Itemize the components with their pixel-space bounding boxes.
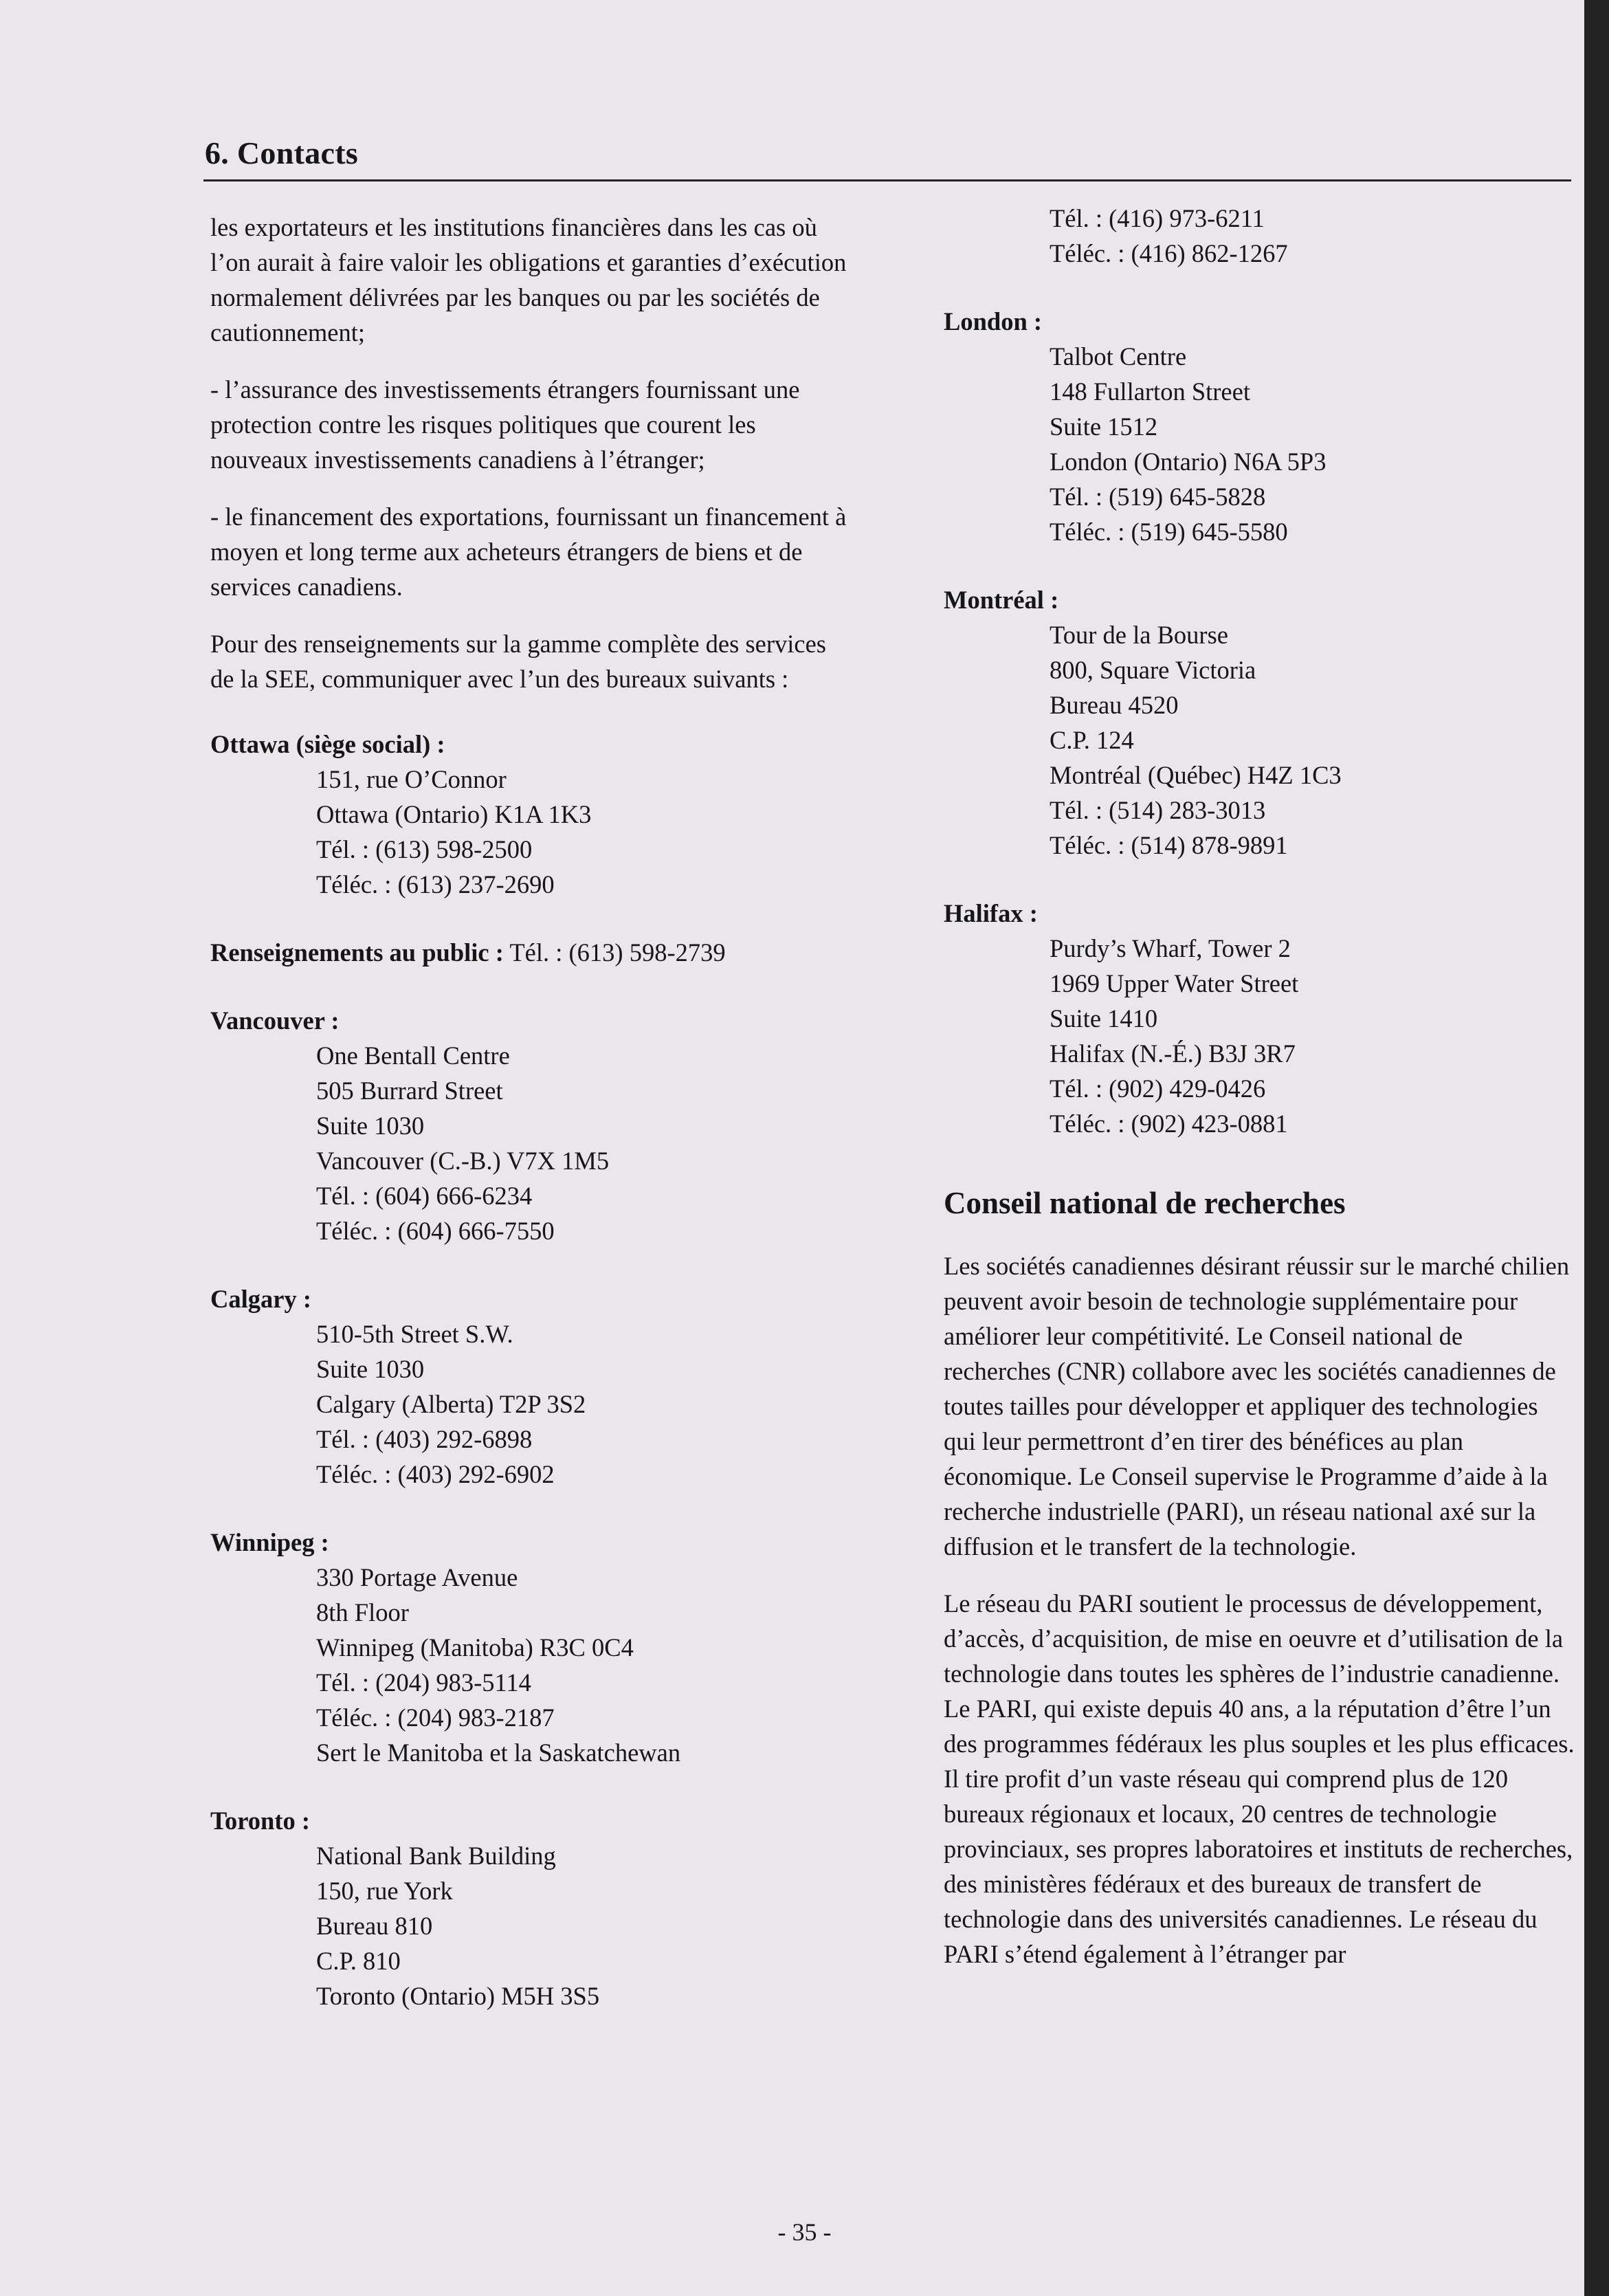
- fax-line: Téléc. : (403) 292-6902: [316, 1460, 555, 1488]
- address-line: Purdy’s Wharf, Tower 2: [1050, 934, 1291, 962]
- address-line: Ottawa (Ontario) K1A 1K3: [316, 800, 592, 828]
- office-label: Renseignements au public :: [210, 938, 504, 967]
- office-vancouver: [210, 1003, 850, 1248]
- phone-line: Tél. : (604) 666-6234: [316, 1182, 533, 1210]
- fax-line: Téléc. : (902) 423-0881: [1050, 1110, 1288, 1138]
- address-line: Vancouver (C.-B.) V7X 1M5: [316, 1147, 610, 1175]
- office-halifax: [944, 896, 1576, 1141]
- address-line: Suite 1410: [1050, 1004, 1158, 1033]
- address-line: 8th Floor: [316, 1598, 409, 1626]
- phone-line: Tél. : (514) 283-3013: [1050, 796, 1266, 824]
- address-line: Winnipeg (Manitoba) R3C 0C4: [316, 1633, 634, 1662]
- page-number: - 35 -: [777, 2218, 832, 2246]
- office-winnipeg: [210, 1525, 850, 1770]
- address-line: 1969 Upper Water Street: [1050, 969, 1299, 997]
- office-label: London :: [944, 307, 1043, 335]
- office-label: Toronto :: [210, 1807, 311, 1835]
- address-line: 505 Burrard Street: [316, 1077, 503, 1105]
- address-line: Talbot Centre: [1050, 342, 1187, 371]
- right-column: [944, 201, 1576, 1994]
- paragraph: Pour des renseignements sur la gamme complète des services de la SEE, communiquer avec l’un des bureaux suivants :: [210, 630, 827, 693]
- phone-line: Tél. : (902) 429-0426: [1050, 1074, 1266, 1103]
- phone-line: Tél. : (403) 292-6898: [316, 1425, 533, 1453]
- address-line: C.P. 124: [1050, 726, 1134, 754]
- service-note: Sert le Manitoba et la Saskatchewan: [316, 1738, 681, 1767]
- office-label: Ottawa (siège social) :: [210, 730, 445, 758]
- address-line: Calgary (Alberta) T2P 3S2: [316, 1390, 586, 1418]
- phone-line: Tél. : (519) 645-5828: [1050, 483, 1266, 511]
- fax-line: Téléc. : (604) 666-7550: [316, 1217, 555, 1245]
- address-line: Halifax (N.-É.) B3J 3R7: [1050, 1039, 1296, 1068]
- address-line: London (Ontario) N6A 5P3: [1050, 448, 1327, 476]
- address-line: 800, Square Victoria: [1050, 656, 1256, 684]
- fax-line: Téléc. : (613) 237-2690: [316, 870, 555, 898]
- header-rule: [203, 179, 1571, 181]
- office-toronto-continued: [944, 201, 1576, 271]
- address-line: Montréal (Québec) H4Z 1C3: [1050, 761, 1342, 789]
- fax-line: Téléc. : (514) 878-9891: [1050, 831, 1288, 859]
- paragraph: - l’assurance des investissements étrangers fournissant une protection contre les risques politiques que courent les nouveaux investissements canadiens à l’étranger;: [210, 375, 800, 474]
- phone-line: Tél. : (416) 973-6211: [1050, 204, 1265, 232]
- office-label: Montréal :: [944, 586, 1059, 614]
- address-line: 150, rue York: [316, 1877, 453, 1905]
- office-calgary: [210, 1281, 850, 1492]
- office-label: Vancouver :: [210, 1006, 340, 1035]
- fax-line: Téléc. : (519) 645-5580: [1050, 518, 1288, 546]
- address-line: Suite 1512: [1050, 412, 1158, 441]
- fax-line: Téléc. : (416) 862-1267: [1050, 239, 1288, 267]
- office-montreal: [944, 582, 1576, 863]
- address-line: Bureau 4520: [1050, 691, 1179, 719]
- address-line: Suite 1030: [316, 1112, 425, 1140]
- office-toronto: [210, 1803, 850, 2013]
- address-line: Suite 1030: [316, 1355, 425, 1383]
- office-label: Winnipeg :: [210, 1528, 329, 1556]
- address-line: 330 Portage Avenue: [316, 1563, 518, 1591]
- address-line: C.P. 810: [316, 1947, 401, 1975]
- paragraph: Le réseau du PARI soutient le processus de développement, d’accès, d’acquisition, de mise en oeuvre et d’utilisation de la technologie dans toutes les sphères de l’industrie canadienne. Le PARI, qui existe depuis 40 ans, a la réputation d’être l’un des programmes fédéraux les plus souples et les plus efficaces. Il tire profit d’un vaste réseau qui comprend plus de 120 bureaux régionaux et locaux, 20 centres de technologie provinciaux, ses propres laboratoires et instituts de recherches, des ministères fédéraux et des bureaux de transfert de technologie dans des universités canadiennes. Le réseau du PARI s’étend également à l’étranger par: [944, 1589, 1575, 1968]
- office-london: [944, 304, 1576, 549]
- fax-line: Téléc. : (204) 983-2187: [316, 1703, 555, 1732]
- address-line: 151, rue O’Connor: [316, 765, 507, 793]
- address-line: One Bentall Centre: [316, 1041, 510, 1070]
- address-line: Tour de la Bourse: [1050, 621, 1228, 649]
- section-heading: Conseil national de recherches: [944, 1186, 1346, 1220]
- address-line: 510-5th Street S.W.: [316, 1320, 513, 1348]
- address-line: National Bank Building: [316, 1842, 556, 1870]
- left-column: [210, 210, 850, 2046]
- address-line: Bureau 810: [316, 1912, 433, 1940]
- office-ottawa: [210, 727, 850, 902]
- office-label: Halifax :: [944, 899, 1038, 927]
- phone-line: Tél. : (204) 983-5114: [316, 1668, 531, 1697]
- office-label: Calgary :: [210, 1285, 311, 1313]
- paragraph: - le financement des exportations, fournissant un financement à moyen et long terme aux acheteurs étrangers de biens et de services canadiens.: [210, 503, 847, 601]
- phone-line: Tél. : (613) 598-2739: [509, 938, 726, 967]
- address-line: 148 Fullarton Street: [1050, 377, 1250, 406]
- paragraph: Les sociétés canadiennes désirant réussir sur le marché chilien peuvent avoir besoin de technologie supplémentaire pour améliorer leur compétitivité. Le Conseil national de recherches (CNR) collabore avec les sociétés canadiennes de toutes tailles pour développer et appliquer des technologies qui leur permettront d’en tirer des bénéfices au plan économique. Le Conseil supervise le Programme d’aide à la recherche industrielle (PARI), un réseau national axé sur la diffusion et le transfert de la technologie.: [944, 1252, 1570, 1560]
- paragraph: les exportateurs et les institutions financières dans les cas où l’on aurait à faire valoir les obligations et garanties d’exécution normalement délivrées par les banques ou par les sociétés de cautionnement;: [210, 213, 847, 346]
- scan-edge-shadow: [1584, 0, 1609, 2296]
- address-line: Toronto (Ontario) M5H 3S5: [316, 1982, 600, 2010]
- page-title: 6. Contacts: [205, 135, 359, 170]
- public-info: [210, 935, 850, 970]
- phone-line: Tél. : (613) 598-2500: [316, 835, 533, 863]
